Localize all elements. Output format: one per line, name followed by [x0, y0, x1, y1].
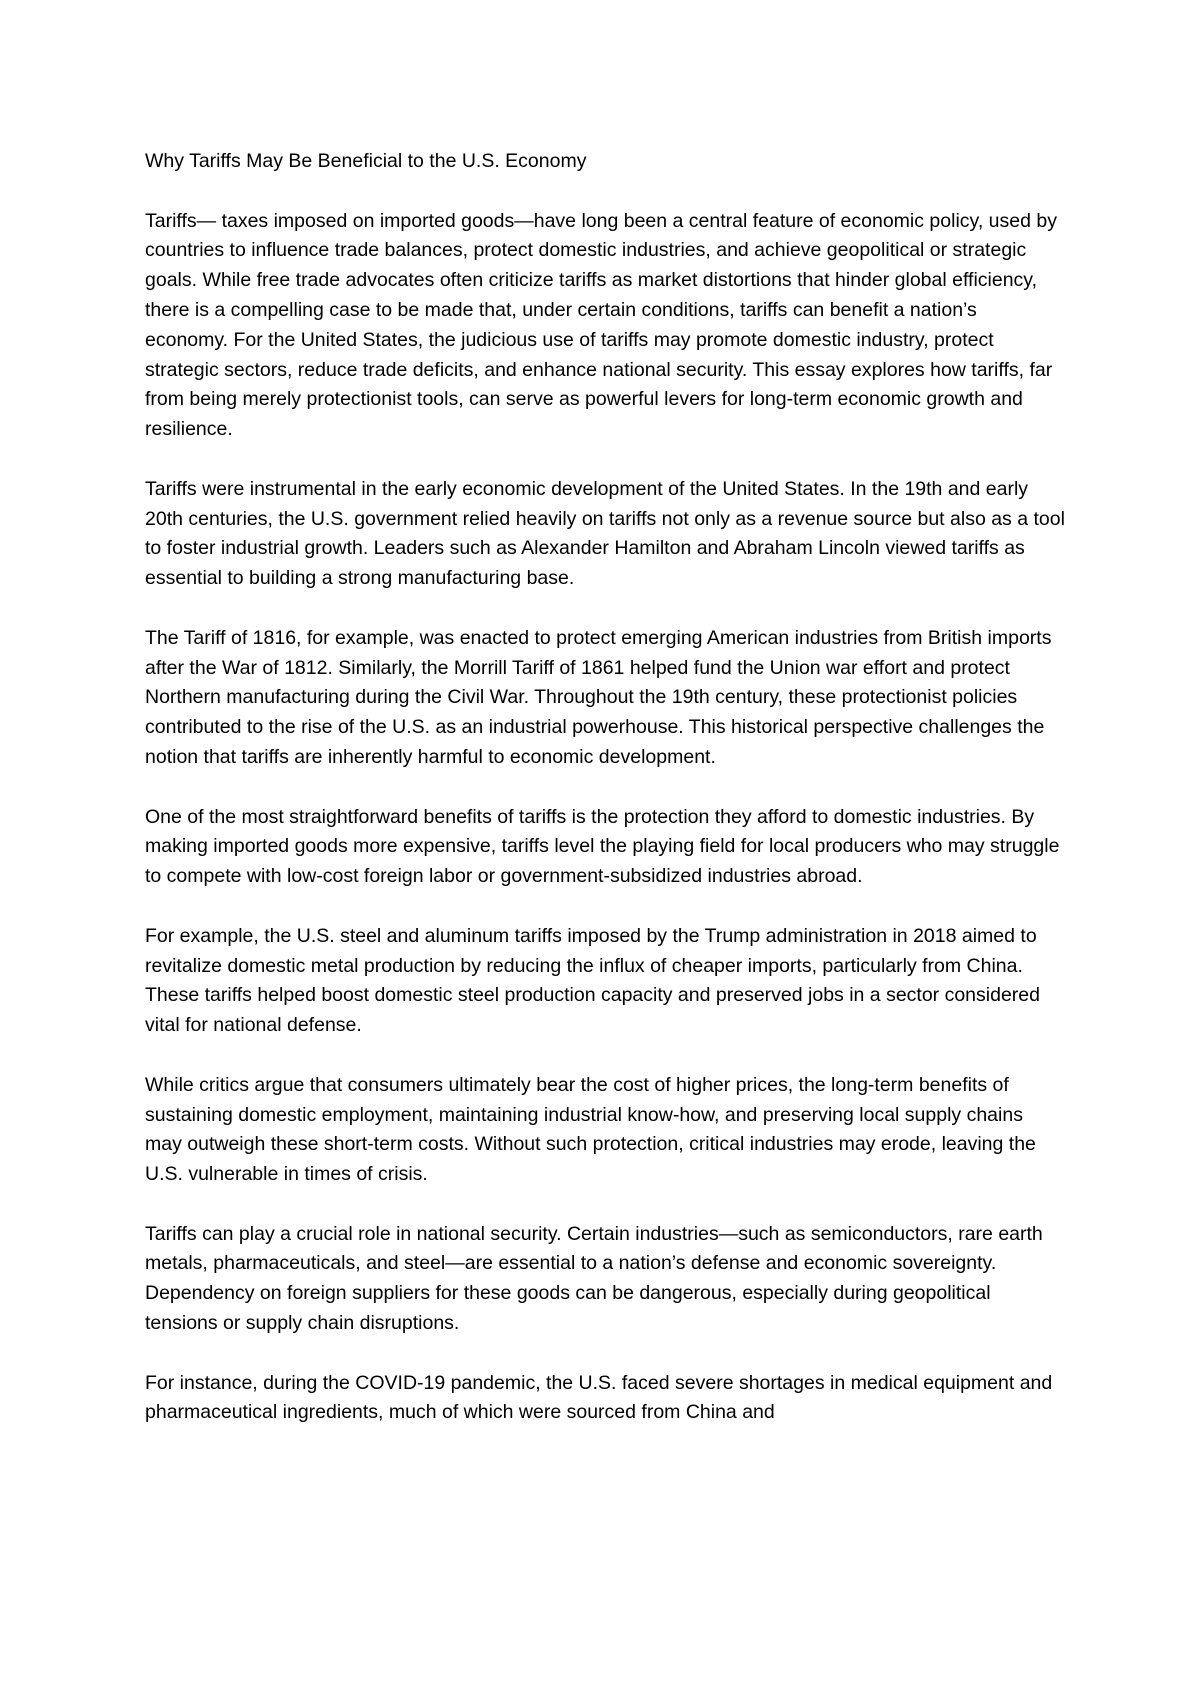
document-title: Why Tariffs May Be Beneficial to the U.S. Economy [145, 150, 587, 172]
paragraph-domestic-protection: One of the most straightforward benefits of tariffs is the protection they afford to domestic industries. By making imported goods more expensive, tariffs level the playing field for local producers who may struggle to compete with low-cost foreign labor or government-subsidized industries abroad. [145, 805, 1060, 888]
paragraph-critics: While critics argue that consumers ultimately bear the cost of higher prices, the long-term benefits of sustaining domestic employment, maintaining industrial know-how, and preserving local supply chains may outweigh these short-term costs. Without such protection, critical industries may erode, leaving the U.S. vulnerable in times of crisis. [145, 1073, 1036, 1186]
paragraph-history: Tariffs were instrumental in the early economic development of the United States. In the 19th and early 20th centuries, the U.S. government relied heavily on tariffs not only as a revenue source but also as a tool to foster industrial growth. Leaders such as Alexander Hamilton and Abraham Lincoln viewed tariffs as essential to building a strong manufacturing base. [145, 477, 1065, 590]
document-body [145, 147, 1065, 1458]
paragraph-national-security: Tariffs can play a crucial role in national security. Certain industries—such as semiconductors, rare earth metals, pharmaceuticals, and steel—are essential to a nation’s defense and economic sovereignty. Dependency on foreign suppliers for these goods can be dangerous, especially during geopolitical tensions or supply chain disruptions. [145, 1222, 1043, 1335]
paragraph-intro: Tariffs— taxes imposed on imported goods—have long been a central feature of economic policy, used by countries to influence trade balances, protect domestic industries, and achieve geopolitical or strategic goals. While free trade advocates often criticize tariffs as market distortions that hinder global efficiency, there is a compelling case to be made that, under certain conditions, tariffs can benefit a nation’s economy. For the United States, the judicious use of tariffs may promote domestic industry, protect strategic sectors, reduce trade deficits, and enhance national security. This essay explores how tariffs, far from being merely protectionist tools, can serve as powerful levers for long-term economic growth and resilience. [145, 209, 1057, 441]
paragraph-covid: For instance, during the COVID-19 pandemic, the U.S. faced severe shortages in medical equipment and pharmaceutical ingredients, much of which were sourced from China and [145, 1371, 1053, 1424]
paragraph-tariff-1816: The Tariff of 1816, for example, was enacted to protect emerging American industries from British imports after the War of 1812. Similarly, the Morrill Tariff of 1861 helped fund the Union war effort and protect Northern manufacturing during the Civil War. Throughout the 19th century, these protectionist policies contributed to the rise of the U.S. as an industrial powerhouse. This historical perspective challenges the notion that tariffs are inherently harmful to economic development. [145, 626, 1052, 768]
paragraph-steel-example: For example, the U.S. steel and aluminum tariffs imposed by the Trump administration in 2018 aimed to revitalize domestic metal production by reducing the influx of cheaper imports, particularly from China. These tariffs helped boost domestic steel production capacity and preserved jobs in a sector considered vital for national defense. [145, 924, 1040, 1037]
